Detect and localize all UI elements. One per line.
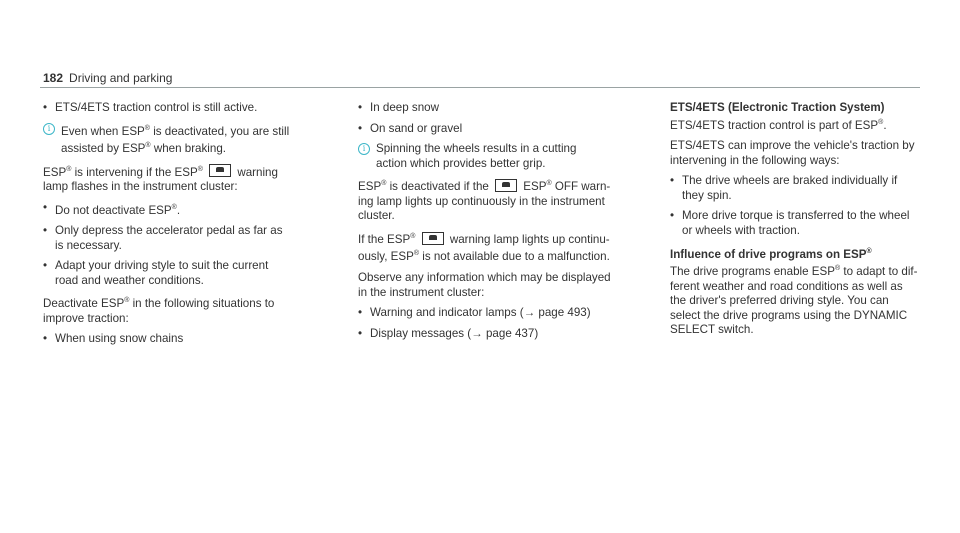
paragraph [358,177,658,224]
text-line: ously, ESP® is not available due to a malfunction. [358,250,610,264]
text-line: ETS/4ETS can improve the vehicle's traction by [670,139,915,153]
text-line: • ETS/4ETS traction control is still active. [43,101,343,116]
text-line: i Even when ESP® is deactivated, you are still [43,122,343,139]
section-heading [670,245,960,262]
text-line: cluster. [358,209,395,223]
text-line: • Warning and indicator lamps (→ page 493) [358,306,658,321]
text-line: • When using snow chains [43,332,343,347]
text-line: • Only depress the accelerator pedal as far as [43,224,343,239]
section-heading [670,101,960,116]
paragraph [43,163,343,195]
text-line: • The drive wheels are braked individually if [670,174,960,189]
info-note [358,142,658,171]
text-line: ETS/4ETS traction control is part of ESP®. [670,118,887,132]
paragraph [670,262,960,338]
bullet-item [43,201,343,218]
bullet-item [670,174,960,203]
text-line: ETS/4ETS (Electronic Traction System) [670,101,885,114]
esp-warning-lamp-icon [422,232,444,245]
paragraph [43,294,343,326]
text-line: If the ESP® warning lamp lights up continu- [358,232,610,246]
text-line: lamp flashes in the instrument cluster: [43,179,238,193]
bullet-item [670,209,960,238]
info-note [43,122,343,157]
info-icon: i [358,143,370,155]
column-2 [358,101,658,347]
text-line: ESP® is intervening if the ESP® warning [43,165,278,179]
column-3 [670,101,960,344]
text-line: improve traction: [43,311,129,325]
paragraph [358,230,658,265]
text-line: ESP® is deactivated if the ESP® OFF warn- [358,180,611,194]
section-title: Driving and parking [69,71,173,85]
text-line: Deactivate ESP® in the following situations to [43,297,275,311]
paragraph [358,271,658,300]
bullet-item [43,332,343,347]
text-line: i Spinning the wheels results in a cutting [358,142,658,157]
page-header [43,71,172,85]
text-line: ferent weather and road conditions as well as [670,279,903,293]
text-line: • Adapt your driving style to suit the current [43,259,343,274]
text-line: • Display messages (→ page 437) [358,327,658,342]
text-line: or wheels with traction. [682,224,800,238]
header-rule [40,87,920,88]
info-icon: i [43,123,55,135]
text-line: SELECT switch. [670,323,754,337]
bullet-item [43,259,343,288]
paragraph [670,139,960,168]
bullet-item [43,224,343,253]
column-1 [43,101,343,353]
text-line: • In deep snow [358,101,658,116]
esp-off-warning-lamp-icon [495,179,517,192]
text-line: select the drive programs using the DYNAMIC [670,308,908,322]
text-line: they spin. [682,188,732,202]
text-line: ing lamp lights up continuously in the instrument [358,194,605,208]
bullet-item [358,101,658,116]
text-line: action which provides better grip. [376,156,546,170]
bullet-item [358,122,658,137]
text-line: • On sand or gravel [358,122,658,137]
text-line: • Do not deactivate ESP®. [43,201,343,218]
text-line: the driver's preferred driving style. You can [670,294,889,308]
text-line: Observe any information which may be displayed [358,270,611,284]
text-line: The drive programs enable ESP® to adapt to dif- [670,264,918,278]
text-line: intervening in the following ways: [670,153,840,167]
esp-warning-lamp-icon [209,164,231,177]
text-line: road and weather conditions. [55,273,204,287]
paragraph [670,116,960,133]
text-line: is necessary. [55,238,122,252]
text-line: • More drive torque is transferred to the wheel [670,209,960,224]
text-line: assisted by ESP® when braking. [61,141,226,155]
page-number: 182 [43,71,64,85]
bullet-item [358,327,658,342]
text-line: in the instrument cluster: [358,285,485,299]
bullet-item [358,306,658,321]
text-line: Influence of drive programs on ESP® [670,247,872,261]
bullet-item [43,101,343,116]
